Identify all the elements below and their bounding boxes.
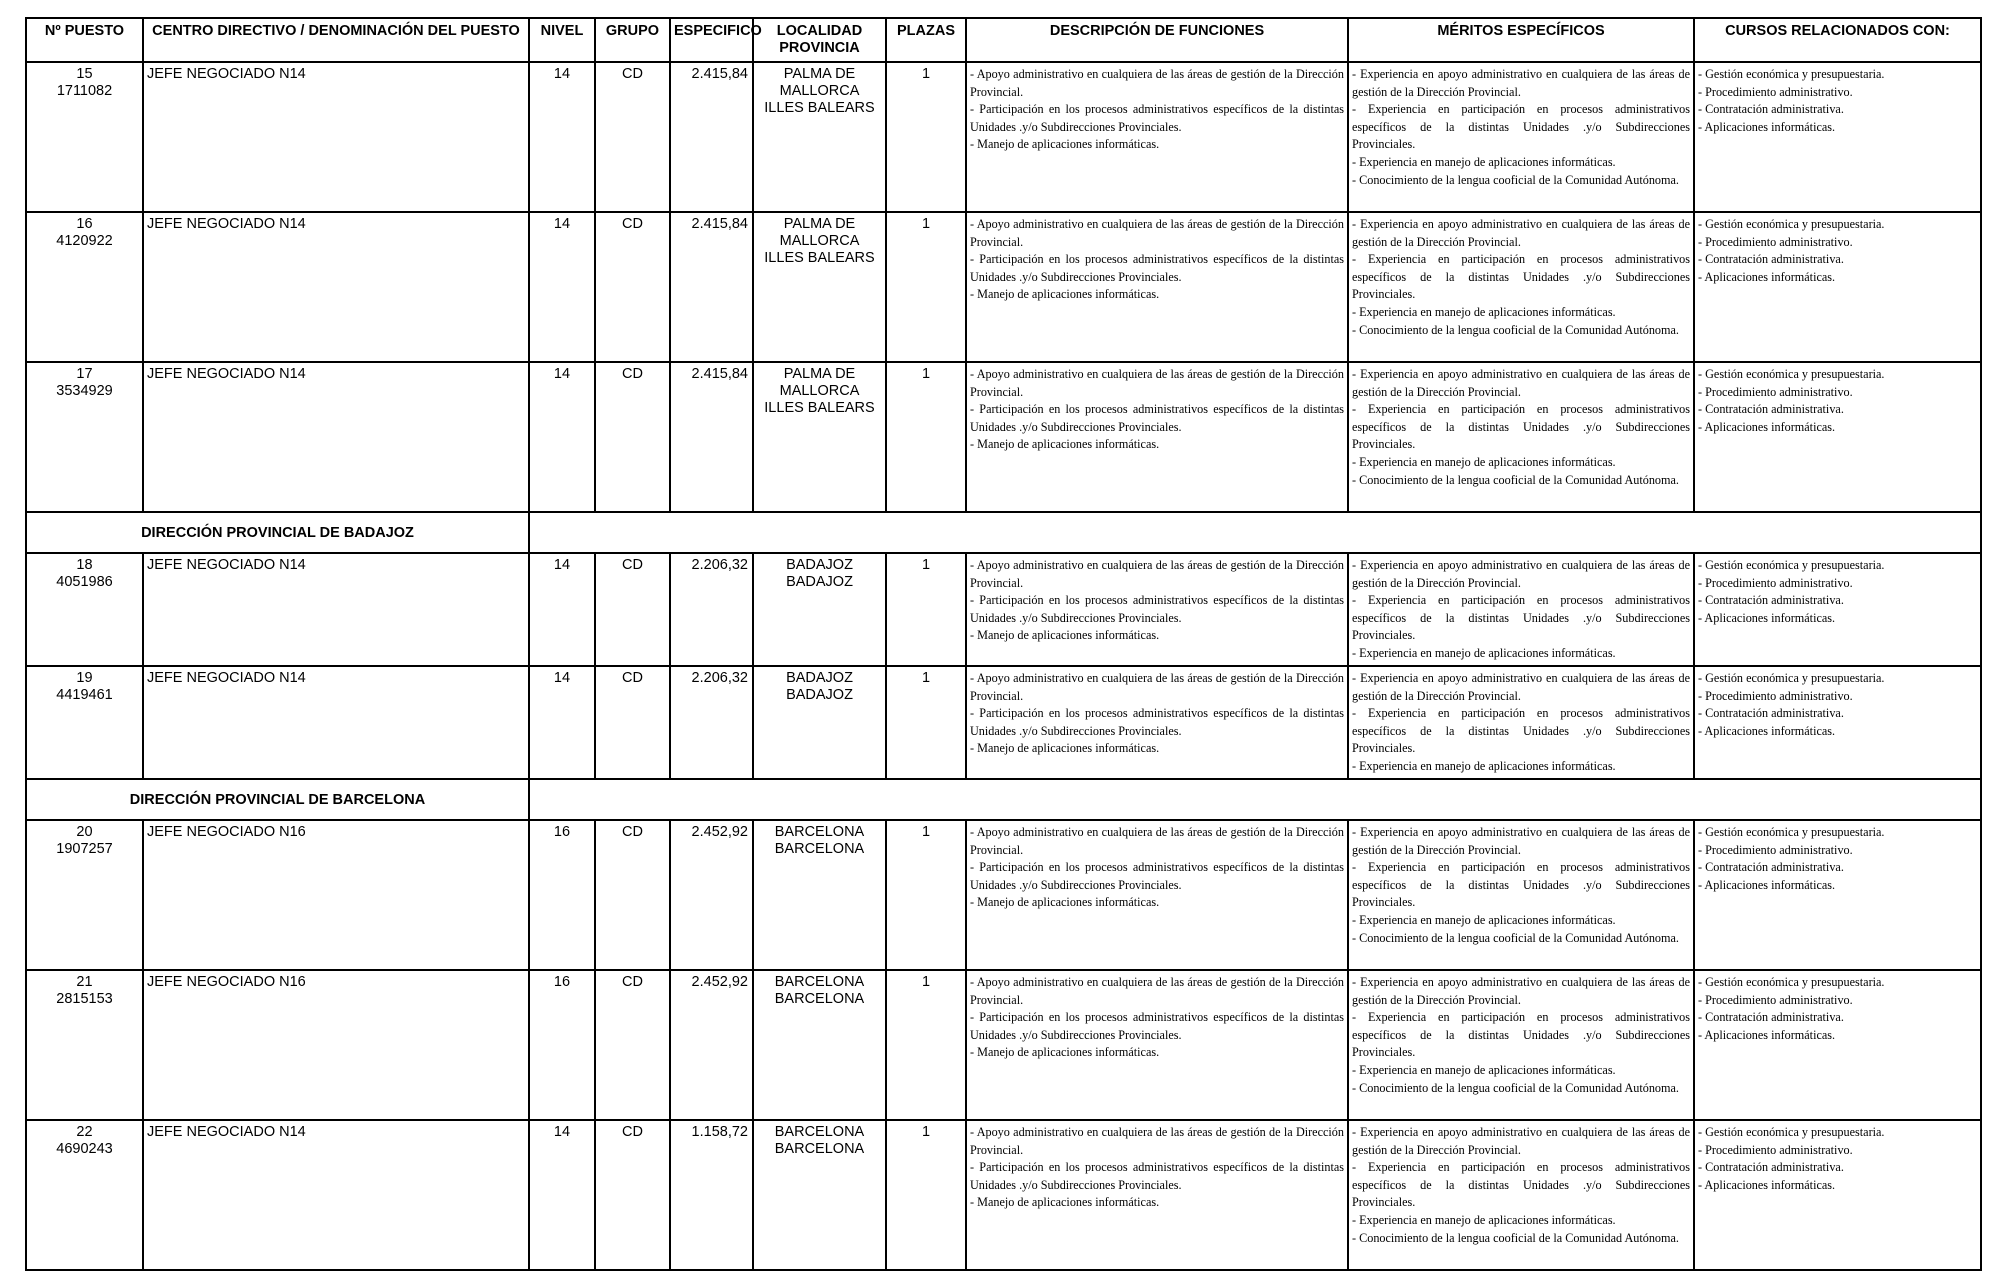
- puesto-code: 1711082: [56, 83, 113, 99]
- localidad-line: PALMA DE: [783, 66, 856, 82]
- nivel: 16: [553, 974, 571, 990]
- grupo: CD: [622, 670, 643, 686]
- merito-item: - Experiencia en participación en procesos administrativos específicos de la distintas Unidades .y/o Subdirecciones Provinciales.: [1352, 102, 1690, 152]
- especifico: 2.415,84: [691, 66, 748, 82]
- puesto-cell: [26, 666, 143, 779]
- puesto-code: 3534929: [56, 383, 113, 399]
- nivel-cell: [529, 666, 595, 779]
- funcion-item: - Apoyo administrativo en cualquiera de las áreas de gestión de la Dirección Provincial.: [970, 367, 1344, 399]
- header-localidad-line1: LOCALIDAD: [776, 23, 863, 39]
- plazas: 1: [921, 1124, 931, 1140]
- plazas: 1: [921, 366, 931, 382]
- localidad-line: PALMA DE: [783, 366, 856, 382]
- cursos-cell: [1694, 212, 1981, 362]
- localidad-line: BARCELONA: [774, 1141, 865, 1157]
- header-puesto: Nº PUESTO: [26, 18, 143, 62]
- localidad-line: MALLORCA: [779, 233, 860, 249]
- curso-item: - Gestión económica y presupuestaria.: [1698, 217, 1885, 231]
- funcion-item: - Manejo de aplicaciones informáticas.: [970, 437, 1160, 452]
- funciones-cell: [966, 970, 1348, 1120]
- localidad-line: PALMA DE: [783, 216, 856, 232]
- curso-item: - Procedimiento administrativo.: [1698, 992, 1853, 1007]
- meritos-cell: [1348, 62, 1694, 212]
- merito-item: - Experiencia en apoyo administrativo en cualquiera de las áreas de gestión de la Dirección Provincial.: [1352, 217, 1690, 249]
- localidad-cell: [753, 212, 886, 362]
- puesto-number: 21: [76, 974, 93, 990]
- meritos-cell: [1348, 820, 1694, 970]
- curso-item: - Aplicaciones informáticas.: [1698, 610, 1836, 625]
- merito-item: - Conocimiento de la lengua cooficial de la Comunidad Autónoma.: [1352, 1080, 1679, 1095]
- merito-item: - Experiencia en manejo de aplicaciones informáticas.: [1352, 645, 1616, 660]
- merito-item: - Experiencia en apoyo administrativo en cualquiera de las áreas de gestión de la Dirección Provincial.: [1352, 1125, 1690, 1157]
- funciones-cell: [966, 666, 1348, 779]
- curso-item: - Aplicaciones informáticas.: [1698, 877, 1836, 892]
- curso-item: - Contratación administrativa.: [1698, 1010, 1844, 1025]
- puesto-cell: [26, 820, 143, 970]
- funcion-item: - Participación en los procesos administrativos específicos de la distintas Unidades .y/o Subdirecciones Provinciales.: [970, 402, 1344, 434]
- nivel: 14: [553, 557, 571, 573]
- curso-item: - Contratación administrativa.: [1698, 706, 1844, 721]
- curso-item: - Gestión económica y presupuestaria.: [1698, 558, 1885, 572]
- section-empty: [529, 512, 1981, 553]
- funcion-item: - Manejo de aplicaciones informáticas.: [970, 895, 1160, 910]
- section-empty: [529, 779, 1981, 820]
- funcion-item: - Participación en los procesos administrativos específicos de la distintas Unidades .y/o Subdirecciones Provinciales.: [970, 102, 1344, 134]
- puesto-code: 1907257: [56, 841, 113, 857]
- curso-item: - Procedimiento administrativo.: [1698, 575, 1853, 590]
- funciones-cell: [966, 212, 1348, 362]
- grupo-cell: [595, 362, 670, 512]
- denominacion-cell: [143, 1120, 529, 1270]
- denominacion-cell: [143, 666, 529, 779]
- especifico-cell: [670, 212, 753, 362]
- meritos-cell: [1348, 362, 1694, 512]
- puestos-table: [25, 17, 1982, 1271]
- nivel-cell: [529, 1120, 595, 1270]
- funciones-cell: [966, 362, 1348, 512]
- merito-item: - Conocimiento de la lengua cooficial de la Comunidad Autónoma.: [1352, 930, 1679, 945]
- puesto-number: 17: [76, 366, 93, 382]
- funciones-cell: [966, 820, 1348, 970]
- localidad-cell: [753, 62, 886, 212]
- merito-item: - Experiencia en apoyo administrativo en cualquiera de las áreas de gestión de la Dirección Provincial.: [1352, 825, 1690, 857]
- curso-item: - Gestión económica y presupuestaria.: [1698, 67, 1885, 81]
- puesto-number: 16: [76, 216, 93, 232]
- puesto-number: 22: [76, 1124, 93, 1140]
- nivel-cell: [529, 362, 595, 512]
- plazas: 1: [921, 216, 931, 232]
- especifico: 1.158,72: [691, 1124, 748, 1140]
- table-row: [26, 820, 1981, 970]
- especifico: 2.415,84: [691, 216, 748, 232]
- denominacion: JEFE NEGOCIADO N14: [147, 670, 306, 686]
- localidad-line: ILLES BALEARS: [764, 250, 875, 266]
- curso-item: - Aplicaciones informáticas.: [1698, 419, 1836, 434]
- plazas-cell: [886, 666, 966, 779]
- meritos-cell: [1348, 212, 1694, 362]
- merito-item: - Experiencia en participación en procesos administrativos específicos de la distintas Unidades .y/o Subdirecciones Provinciales.: [1352, 1160, 1690, 1210]
- merito-item: - Experiencia en manejo de aplicaciones informáticas.: [1352, 304, 1616, 319]
- denominacion: JEFE NEGOCIADO N14: [147, 1124, 306, 1140]
- denominacion-cell: [143, 362, 529, 512]
- merito-item: - Experiencia en manejo de aplicaciones informáticas.: [1352, 758, 1616, 773]
- especifico-cell: [670, 970, 753, 1120]
- merito-item: - Conocimiento de la lengua cooficial de la Comunidad Autónoma.: [1352, 322, 1679, 337]
- plazas-cell: [886, 62, 966, 212]
- curso-item: - Procedimiento administrativo.: [1698, 1142, 1853, 1157]
- merito-item: - Conocimiento de la lengua cooficial de la Comunidad Autónoma.: [1352, 172, 1679, 187]
- denominacion-cell: [143, 62, 529, 212]
- merito-item: - Experiencia en participación en procesos administrativos específicos de la distintas Unidades .y/o Subdirecciones Provinciales.: [1352, 1010, 1690, 1060]
- merito-item: - Conocimiento de la lengua cooficial de la Comunidad Autónoma.: [1352, 472, 1679, 487]
- funciones-cell: [966, 62, 1348, 212]
- plazas-cell: [886, 820, 966, 970]
- merito-item: - Experiencia en participación en procesos administrativos específicos de la distintas Unidades .y/o Subdirecciones Provinciales.: [1352, 860, 1690, 910]
- nivel-cell: [529, 820, 595, 970]
- curso-item: - Gestión económica y presupuestaria.: [1698, 825, 1885, 839]
- nivel: 16: [553, 824, 571, 840]
- header-descripcion: DESCRIPCIÓN DE FUNCIONES: [966, 18, 1348, 62]
- merito-item: - Experiencia en participación en procesos administrativos específicos de la distintas Unidades .y/o Subdirecciones Provinciales.: [1352, 593, 1690, 643]
- grupo-cell: [595, 970, 670, 1120]
- table-row: [26, 970, 1981, 1120]
- puesto-code: 4419461: [56, 687, 113, 703]
- funciones-cell: [966, 1120, 1348, 1270]
- grupo: CD: [622, 66, 643, 82]
- funcion-item: - Apoyo administrativo en cualquiera de las áreas de gestión de la Dirección Provincial.: [970, 671, 1344, 703]
- merito-item: - Experiencia en apoyo administrativo en cualquiera de las áreas de gestión de la Dirección Provincial.: [1352, 671, 1690, 703]
- header-localidad-line2: PROVINCIA: [779, 40, 860, 56]
- merito-item: - Experiencia en manejo de aplicaciones informáticas.: [1352, 154, 1616, 169]
- curso-item: - Aplicaciones informáticas.: [1698, 1027, 1836, 1042]
- puesto-cell: [26, 970, 143, 1120]
- puesto-number: 20: [76, 824, 93, 840]
- grupo-cell: [595, 666, 670, 779]
- section-title: DIRECCIÓN PROVINCIAL DE BARCELONA: [26, 779, 529, 820]
- plazas: 1: [921, 670, 931, 686]
- grupo: CD: [622, 824, 643, 840]
- plazas: 1: [921, 66, 931, 82]
- localidad-line: MALLORCA: [779, 83, 860, 99]
- nivel-cell: [529, 553, 595, 666]
- merito-item: - Experiencia en manejo de aplicaciones informáticas.: [1352, 1212, 1616, 1227]
- funcion-item: - Apoyo administrativo en cualquiera de las áreas de gestión de la Dirección Provincial.: [970, 558, 1344, 590]
- plazas-cell: [886, 970, 966, 1120]
- merito-item: - Experiencia en apoyo administrativo en cualquiera de las áreas de gestión de la Dirección Provincial.: [1352, 558, 1690, 590]
- especifico: 2.452,92: [691, 974, 748, 990]
- puesto-cell: [26, 1120, 143, 1270]
- funcion-item: - Participación en los procesos administrativos específicos de la distintas Unidades .y/o Subdirecciones Provinciales.: [970, 593, 1344, 625]
- header-localidad: [753, 18, 886, 62]
- localidad-line: BADAJOZ: [786, 687, 853, 703]
- cursos-cell: [1694, 666, 1981, 779]
- curso-item: - Aplicaciones informáticas.: [1698, 1177, 1836, 1192]
- table-row: [26, 362, 1981, 512]
- nivel-cell: [529, 970, 595, 1120]
- nivel-cell: [529, 62, 595, 212]
- grupo: CD: [622, 366, 643, 382]
- plazas-cell: [886, 1120, 966, 1270]
- header-plazas: PLAZAS: [886, 18, 966, 62]
- puesto-number: 18: [76, 557, 93, 573]
- puesto-cell: [26, 62, 143, 212]
- puesto-cell: [26, 212, 143, 362]
- localidad-cell: [753, 1120, 886, 1270]
- grupo: CD: [622, 974, 643, 990]
- funcion-item: - Apoyo administrativo en cualquiera de las áreas de gestión de la Dirección Provincial.: [970, 1125, 1344, 1157]
- denominacion: JEFE NEGOCIADO N16: [147, 974, 306, 990]
- curso-item: - Contratación administrativa.: [1698, 1160, 1844, 1175]
- denominacion-cell: [143, 212, 529, 362]
- denominacion: JEFE NEGOCIADO N14: [147, 366, 306, 382]
- curso-item: - Aplicaciones informáticas.: [1698, 119, 1836, 134]
- funcion-item: - Manejo de aplicaciones informáticas.: [970, 1195, 1160, 1210]
- funcion-item: - Participación en los procesos administrativos específicos de la distintas Unidades .y/o Subdirecciones Provinciales.: [970, 1010, 1344, 1042]
- curso-item: - Procedimiento administrativo.: [1698, 84, 1853, 99]
- cursos-cell: [1694, 362, 1981, 512]
- table-row: [26, 1120, 1981, 1270]
- curso-item: - Contratación administrativa.: [1698, 402, 1844, 417]
- localidad-line: ILLES BALEARS: [764, 100, 875, 116]
- funcion-item: - Participación en los procesos administrativos específicos de la distintas Unidades .y/o Subdirecciones Provinciales.: [970, 860, 1344, 892]
- curso-item: - Contratación administrativa.: [1698, 102, 1844, 117]
- localidad-line: BARCELONA: [774, 824, 865, 840]
- especifico-cell: [670, 553, 753, 666]
- curso-item: - Contratación administrativa.: [1698, 593, 1844, 608]
- header-grupo: GRUPO: [595, 18, 670, 62]
- denominacion: JEFE NEGOCIADO N14: [147, 557, 306, 573]
- merito-item: - Experiencia en manejo de aplicaciones informáticas.: [1352, 454, 1616, 469]
- especifico-cell: [670, 362, 753, 512]
- grupo-cell: [595, 820, 670, 970]
- meritos-cell: [1348, 970, 1694, 1120]
- merito-item: - Experiencia en manejo de aplicaciones informáticas.: [1352, 1062, 1616, 1077]
- grupo: CD: [622, 557, 643, 573]
- curso-item: - Contratación administrativa.: [1698, 252, 1844, 267]
- meritos-cell: [1348, 1120, 1694, 1270]
- curso-item: - Gestión económica y presupuestaria.: [1698, 671, 1885, 685]
- funcion-item: - Apoyo administrativo en cualquiera de las áreas de gestión de la Dirección Provincial.: [970, 67, 1344, 99]
- table-row: [26, 666, 1981, 779]
- funcion-item: - Participación en los procesos administrativos específicos de la distintas Unidades .y/o Subdirecciones Provinciales.: [970, 252, 1344, 284]
- section-title: DIRECCIÓN PROVINCIAL DE BADAJOZ: [26, 512, 529, 553]
- grupo-cell: [595, 212, 670, 362]
- curso-item: - Procedimiento administrativo.: [1698, 842, 1853, 857]
- section-row: [26, 512, 1981, 553]
- puesto-code: 4690243: [56, 1141, 113, 1157]
- localidad-line: BARCELONA: [774, 841, 865, 857]
- grupo: CD: [622, 216, 643, 232]
- nivel: 14: [553, 670, 571, 686]
- plazas: 1: [921, 557, 931, 573]
- plazas-cell: [886, 212, 966, 362]
- puesto-cell: [26, 362, 143, 512]
- denominacion-cell: [143, 820, 529, 970]
- curso-item: - Aplicaciones informáticas.: [1698, 723, 1836, 738]
- cursos-cell: [1694, 1120, 1981, 1270]
- puesto-number: 15: [76, 66, 93, 82]
- table-body: [26, 62, 1981, 1270]
- cursos-cell: [1694, 553, 1981, 666]
- header-row: [26, 18, 1981, 62]
- localidad-cell: [753, 553, 886, 666]
- merito-item: - Conocimiento de la lengua cooficial de la Comunidad Autónoma.: [1352, 1230, 1679, 1245]
- merito-item: - Experiencia en manejo de aplicaciones informáticas.: [1352, 912, 1616, 927]
- denominacion-cell: [143, 970, 529, 1120]
- merito-item: - Experiencia en apoyo administrativo en cualquiera de las áreas de gestión de la Dirección Provincial.: [1352, 367, 1690, 399]
- nivel: 14: [553, 366, 571, 382]
- localidad-cell: [753, 666, 886, 779]
- header-meritos: MÉRITOS ESPECÍFICOS: [1348, 18, 1694, 62]
- plazas: 1: [921, 824, 931, 840]
- cursos-cell: [1694, 820, 1981, 970]
- merito-item: - Experiencia en participación en procesos administrativos específicos de la distintas Unidades .y/o Subdirecciones Provinciales.: [1352, 252, 1690, 302]
- especifico-cell: [670, 820, 753, 970]
- puesto-code: 4120922: [56, 233, 113, 249]
- nivel: 14: [553, 66, 571, 82]
- plazas-cell: [886, 362, 966, 512]
- especifico: 2.452,92: [691, 824, 748, 840]
- localidad-cell: [753, 362, 886, 512]
- especifico-cell: [670, 1120, 753, 1270]
- funcion-item: - Manejo de aplicaciones informáticas.: [970, 137, 1160, 152]
- especifico: 2.415,84: [691, 366, 748, 382]
- header-nivel: NIVEL: [529, 18, 595, 62]
- curso-item: - Aplicaciones informáticas.: [1698, 269, 1836, 284]
- especifico: 2.206,32: [691, 557, 748, 573]
- meritos-cell: [1348, 553, 1694, 666]
- curso-item: - Gestión económica y presupuestaria.: [1698, 975, 1885, 989]
- plazas-cell: [886, 553, 966, 666]
- cursos-cell: [1694, 62, 1981, 212]
- localidad-line: MALLORCA: [779, 383, 860, 399]
- table-row: [26, 62, 1981, 212]
- curso-item: - Gestión económica y presupuestaria.: [1698, 367, 1885, 381]
- merito-item: - Experiencia en apoyo administrativo en cualquiera de las áreas de gestión de la Dirección Provincial.: [1352, 975, 1690, 1007]
- funcion-item: - Manejo de aplicaciones informáticas.: [970, 287, 1160, 302]
- funcion-item: - Manejo de aplicaciones informáticas.: [970, 1045, 1160, 1060]
- curso-item: - Contratación administrativa.: [1698, 860, 1844, 875]
- localidad-cell: [753, 820, 886, 970]
- denominacion: JEFE NEGOCIADO N14: [147, 66, 306, 82]
- localidad-cell: [753, 970, 886, 1120]
- denominacion: JEFE NEGOCIADO N16: [147, 824, 306, 840]
- puesto-code: 4051986: [56, 574, 113, 590]
- funcion-item: - Participación en los procesos administrativos específicos de la distintas Unidades .y/o Subdirecciones Provinciales.: [970, 1160, 1344, 1192]
- table-row: [26, 212, 1981, 362]
- grupo-cell: [595, 62, 670, 212]
- funcion-item: - Participación en los procesos administrativos específicos de la distintas Unidades .y/o Subdirecciones Provinciales.: [970, 706, 1344, 738]
- funcion-item: - Apoyo administrativo en cualquiera de las áreas de gestión de la Dirección Provincial.: [970, 825, 1344, 857]
- curso-item: - Gestión económica y presupuestaria.: [1698, 1125, 1885, 1139]
- localidad-line: BADAJOZ: [786, 670, 853, 686]
- header-cursos: CURSOS RELACIONADOS CON:: [1694, 18, 1981, 62]
- localidad-line: BARCELONA: [774, 1124, 865, 1140]
- curso-item: - Procedimiento administrativo.: [1698, 234, 1853, 249]
- curso-item: - Procedimiento administrativo.: [1698, 384, 1853, 399]
- plazas: 1: [921, 974, 931, 990]
- puesto-number: 19: [76, 670, 93, 686]
- funcion-item: - Apoyo administrativo en cualquiera de las áreas de gestión de la Dirección Provincial.: [970, 217, 1344, 249]
- merito-item: - Experiencia en participación en procesos administrativos específicos de la distintas Unidades .y/o Subdirecciones Provinciales.: [1352, 402, 1690, 452]
- cursos-cell: [1694, 970, 1981, 1120]
- localidad-line: BARCELONA: [774, 974, 865, 990]
- especifico-cell: [670, 666, 753, 779]
- especifico: 2.206,32: [691, 670, 748, 686]
- merito-item: - Experiencia en participación en procesos administrativos específicos de la distintas Unidades .y/o Subdirecciones Provinciales.: [1352, 706, 1690, 756]
- funcion-item: - Manejo de aplicaciones informáticas.: [970, 741, 1160, 756]
- nivel-cell: [529, 212, 595, 362]
- puesto-code: 2815153: [56, 991, 113, 1007]
- localidad-line: ILLES BALEARS: [764, 400, 875, 416]
- localidad-line: BADAJOZ: [786, 557, 853, 573]
- funcion-item: - Apoyo administrativo en cualquiera de las áreas de gestión de la Dirección Provincial.: [970, 975, 1344, 1007]
- localidad-line: BARCELONA: [774, 991, 865, 1007]
- denominacion-cell: [143, 553, 529, 666]
- section-row: [26, 779, 1981, 820]
- especifico-cell: [670, 62, 753, 212]
- merito-item: - Experiencia en apoyo administrativo en cualquiera de las áreas de gestión de la Dirección Provincial.: [1352, 67, 1690, 99]
- localidad-line: BADAJOZ: [786, 574, 853, 590]
- header-especifico: ESPECIFICO: [670, 18, 753, 62]
- nivel: 14: [553, 216, 571, 232]
- header-centro: CENTRO DIRECTIVO / DENOMINACIÓN DEL PUESTO: [143, 18, 529, 62]
- funcion-item: - Manejo de aplicaciones informáticas.: [970, 628, 1160, 643]
- nivel: 14: [553, 1124, 571, 1140]
- table-row: [26, 553, 1981, 666]
- grupo-cell: [595, 1120, 670, 1270]
- grupo-cell: [595, 553, 670, 666]
- funciones-cell: [966, 553, 1348, 666]
- meritos-cell: [1348, 666, 1694, 779]
- grupo: CD: [622, 1124, 643, 1140]
- puesto-cell: [26, 553, 143, 666]
- curso-item: - Procedimiento administrativo.: [1698, 688, 1853, 703]
- denominacion: JEFE NEGOCIADO N14: [147, 216, 306, 232]
